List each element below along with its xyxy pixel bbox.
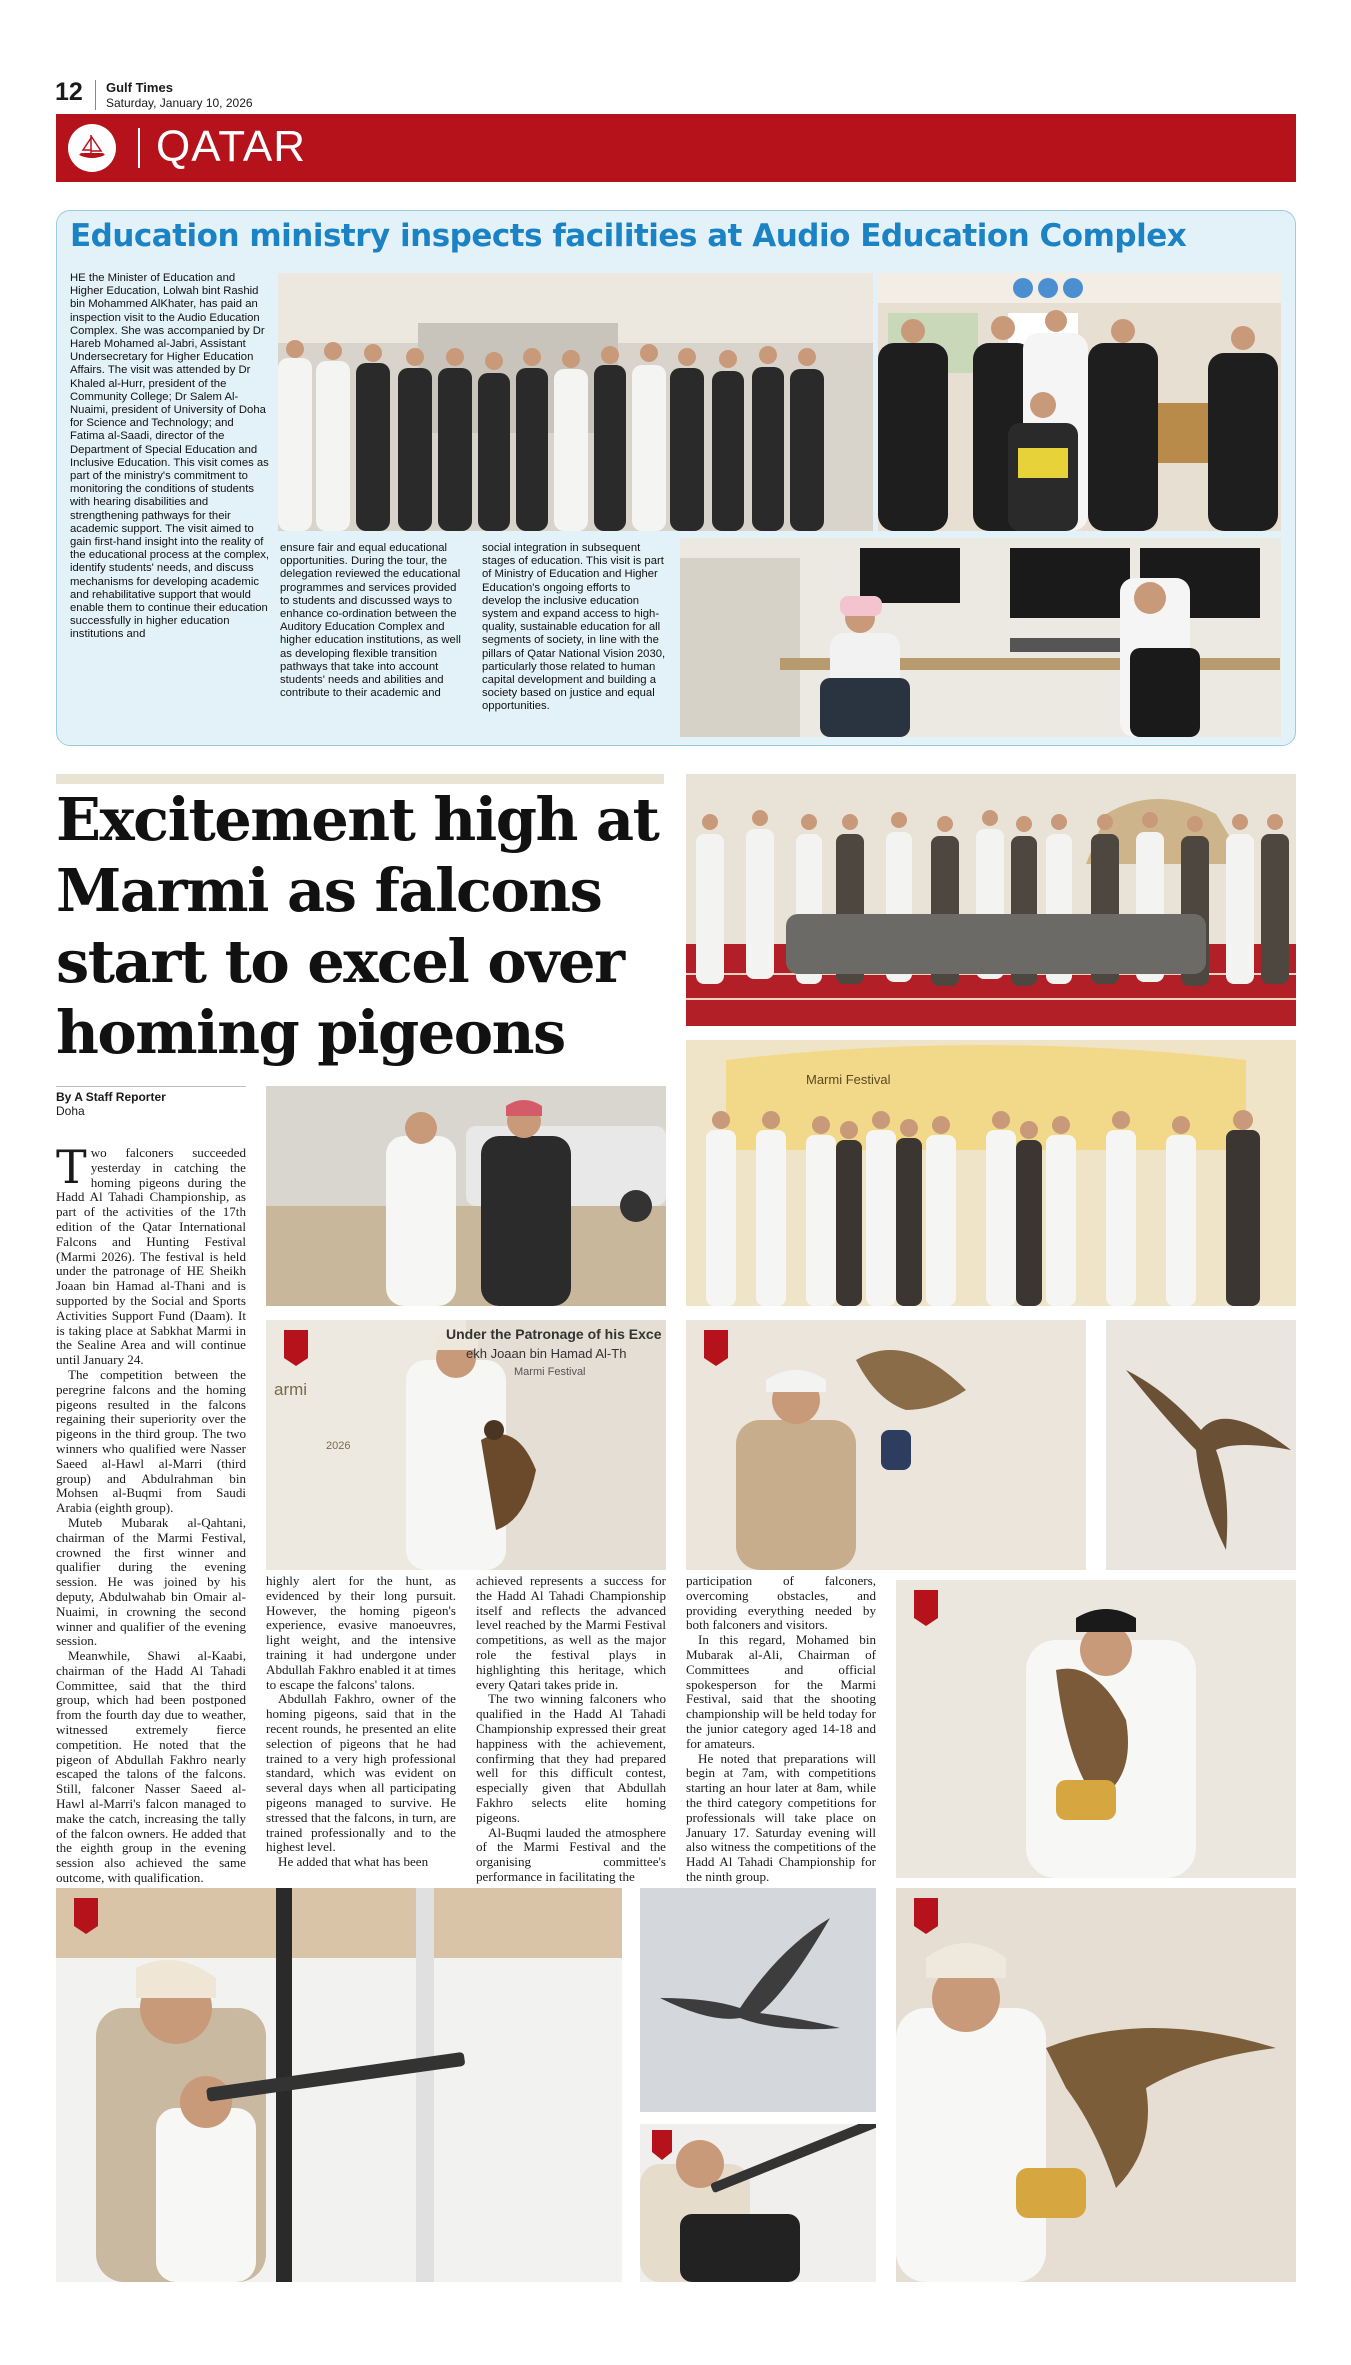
- paragraph: wo falconers succeeded yesterday in catching the homing pigeons during the Hadd Al Tahadi Championship, as part of the activities of the 17th edition of the Qatar International Falcons and Hunting Festival (Marmi 2026). The festival is held under the patronage of HE Sheikh Joaan bin Hamad al-Thani and is supported by the Social and Sports Activities Support Fund (Daam). It is taking place at Sabkhat Marmi in the Sealine Area and will continue until January 24.: [56, 1145, 246, 1368]
- paragraph: The competition between the peregrine falcons and the homing pigeons resulted in the falcons regaining their superiority over the pigeons in the third group. The two winners who qualified were Nasser Saeed al-Hawl al-Marri (third group) and Abdulrahman bin Mohsen al-Buqmi from Saudi Arabia (eighth group).: [56, 1366, 246, 1516]
- section-banner: [56, 114, 1296, 182]
- paragraph: Abdullah Fakhro, owner of the homing pigeons, said that in the recent rounds, he presented an elite selection of pigeons that he had trained to a very high professional standard, which was evident on several days when all participating pigeons managed to survive. He stressed that the falcons, in turn, are trained professionally and to the highest level.: [266, 1691, 456, 1855]
- education-computer-lab-photo: [680, 538, 1281, 737]
- falconer-wings-photo: [896, 1888, 1296, 2282]
- byline: By A Staff Reporter: [56, 1090, 166, 1104]
- falcon-sky-photo: [640, 1888, 876, 2112]
- drop-cap: T: [56, 1140, 87, 1194]
- paragraph: Muteb Mubarak al-Qahtani, chairman of the Marmi Festival, crowned the first winner and qualifier during the evening session. He was joined by his deputy, Abdulwahab bin Omair al-Nuaimi, in crowning the second winner and qualifier of the evening session.: [56, 1514, 246, 1649]
- shooter-rifle-photo: [640, 2124, 876, 2282]
- byline-rule-top: [56, 1086, 246, 1087]
- paragraph: Meanwhile, Shawi al-Kaabi, chairman of the Hadd Al Tahadi Committee, said that the third group, which had been postponed from the fourth day due to weather, witnessed extremely fierce competition. He noted that the pigeon of Abdullah Fakhro nearly escaped the talons of the falcons. Still, falconer Nasser Saeed al-Hawl al-Marri's falcon managed to make the catch, increasing the tally of the falcon owners. He added that the eighth group in the evening session also achieved the same outcome, with qualification.: [56, 1648, 246, 1886]
- banner-separator: [138, 128, 140, 168]
- paragraph: Al-Buqmi lauded the atmosphere of the Marmi Festival and the organising committee's performance in facilitating the: [476, 1824, 666, 1884]
- publication-date: Saturday, January 10, 2026: [106, 96, 253, 110]
- article-column-2: [266, 1574, 456, 1870]
- headline-top-rule: [56, 774, 664, 784]
- section-title: QATAR: [156, 122, 307, 171]
- paragraph: He added that what has been: [278, 1854, 429, 1870]
- paragraph: participation of falconers, overcoming obstacles, and providing everything needed by both falconers and visitors.: [686, 1573, 876, 1633]
- paragraph: In this regard, Mohamed bin Mubarak al-Ali, Chairman of Committees and official spokesperson for the Marmi Festival, said that the shooting championship will be held today for the junior category aged 14-18 and for amateurs.: [686, 1632, 876, 1751]
- marmi-logo-text: armi: [274, 1380, 308, 1399]
- marmi-festival-group-photo: [686, 1040, 1296, 1306]
- header-divider: [95, 80, 96, 110]
- shooting-championship-photo: [56, 1888, 622, 2282]
- education-text-col2: ensure fair and equal educational opportunities. During the tour, the delegation reviewed the educational programmes and services provided to students and discussed ways to enhance co-ordination between the Auditory Education Complex and higher education institutions, as well as developing flexible transition pathways that take into account students' needs and abilities and contribute to their academic and: [280, 542, 461, 700]
- paragraph: achieved represents a success for the Hadd Al Tahadi Championship itself and reflects the advanced level reached by the Marmi Festival competitions, as well as the major role the festival plays in highlighting this heritage, which every Qatari takes pride in.: [476, 1573, 666, 1692]
- dhow-logo-icon: [68, 124, 116, 172]
- patronage-banner-text: Under the Patronage of his Exce: [446, 1326, 662, 1342]
- publication-name: Gulf Times: [106, 80, 173, 95]
- article-column-3: [476, 1574, 666, 1885]
- marmi-festival-backdrop-text: Marmi Festival: [806, 1072, 891, 1087]
- education-text-col3: social integration in subsequent stages of education. This visit is part of Ministry of Education and Higher Education's ongoing efforts to develop the inclusive education system and expand access to high-quality, sustainable education for all segments of society, in line with the pillars of Qatar National Vision 2030, particularly those related to human capital development and building a society based on justice and equal opportunities.: [482, 542, 666, 713]
- page-number: 12: [55, 78, 83, 106]
- falconer-closeup-photo: [896, 1580, 1296, 1878]
- falcon-flight-photo: [1106, 1320, 1296, 1570]
- education-classroom-photo: [878, 273, 1281, 531]
- patronage-banner-text-2: ekh Joaan bin Hamad Al-Th: [466, 1346, 627, 1361]
- paragraph: The two winning falconers who qualified in the Hadd Al Tahadi Championship expressed their great happiness with the achievement, confirming that they had prepared well for this difficult contest, especially given that Abdullah Fakhro selects elite homing pigeons.: [476, 1691, 666, 1825]
- article-headline: Excitement high at Marmi as falcons start to excel over homing pigeons: [56, 785, 659, 1067]
- education-group-photo: [278, 273, 873, 531]
- falconers-desert-photo: [266, 1086, 666, 1306]
- falconers-group-photo: [686, 774, 1296, 1026]
- education-text-col1: HE the Minister of Education and Higher Education, Lolwah bint Rashid bin Mohammed AlKhater, has paid an inspection visit to the Audio Education Complex. She was accompanied by Dr Hareb Mohamed al-Jabri, Assistant Undersecretary for Higher Education Affairs. The visit was attended by Dr Khaled al-Hurr, president of the Community College; Dr Salem Al-Nuaimi, president of University of Doha for Science and Technology; and Fatima al-Saadi, director of the Department of Special Education and Inclusive Education. This visit comes as part of the ministry's commitment to monitoring the conditions of students with hearing disabilities and strengthening pathways for their academic support. The visit aimed to gain first-hand insight into the reality of the educational process at the complex, identify students' needs, and discuss mechanisms for developing academic and rehabilitative support that would enable them to continue their education successfully in higher education institutions and: [70, 272, 270, 641]
- education-headline: Education ministry inspects facilities at Audio Education Complex: [70, 218, 1187, 254]
- paragraph: highly alert for the hunt, as evidenced by their long pursuit. However, the homing pigeon's experience, evasive manoeuvres, light weight, and the intensive training it had undergone under Abdullah Fakhro enabled it at times to escape the falcons' talons.: [266, 1573, 456, 1692]
- falconer-patronage-photo: [266, 1320, 666, 1570]
- marmi-year-text: 2026: [326, 1440, 351, 1452]
- paragraph: He noted that preparations will begin at 7am, with competitions starting an hour later at 8am, while the third category competitions for professionals will take place on January 17. Saturday evening will also witness the competitions of the Hadd Al Tahadi Championship for the ninth group.: [686, 1750, 876, 1884]
- article-column-4: [686, 1574, 876, 1885]
- marmi-festival-banner-text: Marmi Festival: [514, 1366, 586, 1378]
- falconer-glove-photo: [686, 1320, 1086, 1570]
- dateline: Doha: [56, 1104, 85, 1118]
- article-column-1: [56, 1140, 246, 1915]
